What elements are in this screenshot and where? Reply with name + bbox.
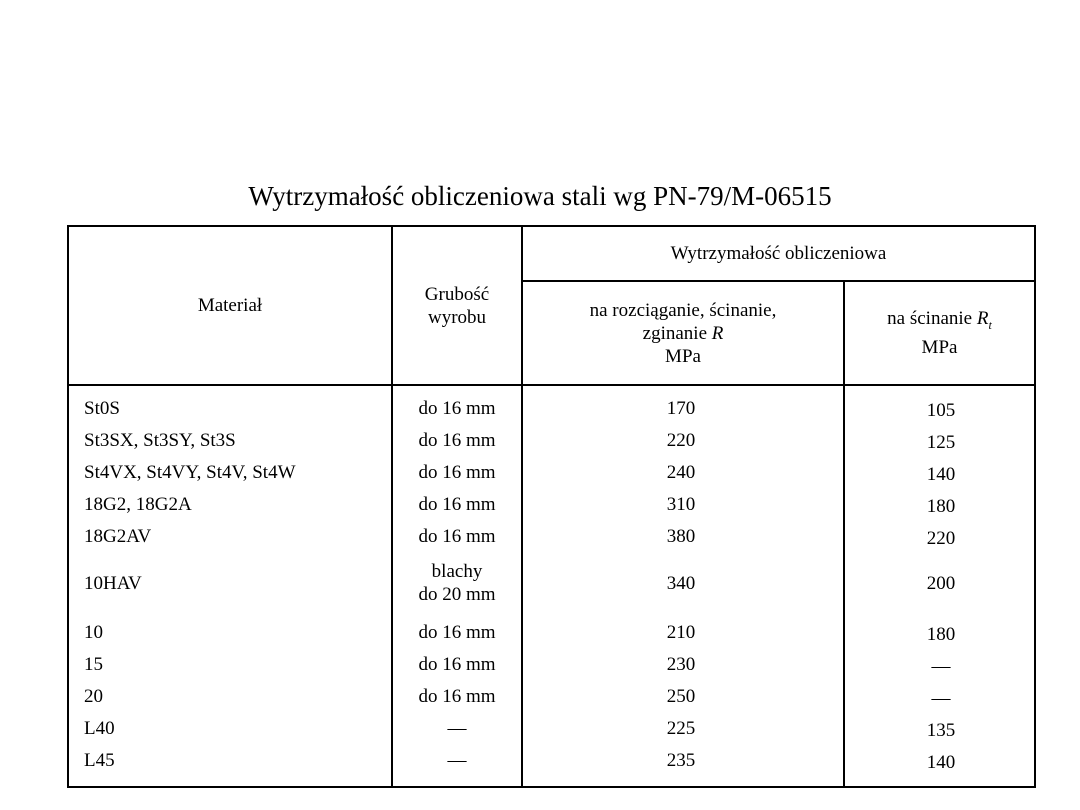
cell-strength-rt: 105 [926,400,956,421]
header-shear [845,282,1034,384]
header-thickness-line1: Grubość [424,283,490,305]
cell-thickness-line: do 16 mm [418,686,496,707]
cell-thickness [418,685,495,708]
cell-material: L40 [84,718,115,739]
cell-material: St3SX, St3SY, St3S [84,430,236,451]
cell-strength-r: 310 [666,494,696,515]
cell-thickness-line: do 20 mm [418,584,496,605]
cell-thickness [418,525,495,548]
cell-strength-rt: 135 [926,720,956,741]
header-material [69,227,391,384]
cell-thickness-line: do 16 mm [418,462,496,483]
cell-strength-rt: 180 [926,624,956,645]
cell-strength-rt: 125 [926,432,956,453]
cell-strength-r: 170 [666,398,696,419]
cell-thickness [418,397,495,420]
cell-thickness-line: — [447,718,467,739]
cell-strength-r: 230 [666,654,696,675]
header-shear-text: na ścinanie [887,307,977,329]
header-strength-group [523,227,1034,280]
cell-strength-rt: 180 [926,496,956,517]
cell-thickness-line: do 16 mm [418,654,496,675]
cell-thickness-line: do 16 mm [418,430,496,451]
header-tension-text: zginanie [642,322,712,344]
cell-thickness-line: blachy [431,561,483,582]
cell-thickness [418,621,495,644]
cell-strength-r: 250 [666,686,696,707]
header-strength-group-label: Wytrzymałość obliczeniowa [670,243,887,264]
cell-material: L45 [84,750,115,771]
cell-material: 15 [84,654,103,675]
cell-thickness-line: — [447,750,467,771]
cell-strength-rt: 220 [926,528,956,549]
cell-material: 20 [84,686,103,707]
header-shear-subscript: t [988,317,992,332]
cell-thickness [418,461,495,484]
header-shear-line1 [887,307,992,337]
cell-strength-rt: — [931,656,951,677]
header-tension-unit: MPa [665,345,701,367]
cell-material: 10HAV [84,573,142,594]
cell-thickness [448,717,467,740]
cell-thickness [418,493,495,516]
cell-thickness-line: do 16 mm [418,398,496,419]
header-bottom-divider [69,384,1034,386]
cell-material: 18G2, 18G2A [84,494,192,515]
cell-strength-r: 225 [666,718,696,739]
header-thickness [393,227,521,384]
header-thickness-line2: wyrobu [427,306,487,328]
header-tension-line1: na rozciąganie, ścinanie, [589,299,777,321]
header-tension [523,282,843,384]
cell-strength-rt: — [931,688,951,709]
cell-thickness [418,429,495,452]
cell-strength-r: 235 [666,750,696,771]
header-shear-symbol: R [976,307,989,329]
cell-thickness-line: do 16 mm [418,494,496,515]
cell-strength-r: 220 [666,430,696,451]
header-tension-line2 [643,322,724,345]
cell-thickness [448,749,467,772]
page-title: Wytrzymałość obliczeniowa stali wg PN-79/M-06515 [248,181,832,211]
cell-strength-r: 240 [666,462,696,483]
cell-thickness-line: do 16 mm [418,526,496,547]
header-material-label: Materiał [197,295,263,316]
cell-thickness-line: do 16 mm [418,622,496,643]
header-shear-unit: MPa [921,337,958,359]
cell-material: 18G2AV [84,526,152,547]
cell-strength-rt: 200 [926,573,956,594]
cell-material: St0S [84,398,120,419]
cell-thickness [418,560,495,606]
cell-strength-r: 210 [666,622,696,643]
cell-material: 10 [84,622,103,643]
cell-strength-r: 340 [666,573,696,594]
cell-strength-rt: 140 [926,752,956,773]
cell-thickness [418,653,495,676]
cell-strength-r: 380 [666,526,696,547]
header-tension-symbol: R [711,322,724,344]
cell-strength-rt: 140 [926,464,956,485]
cell-material: St4VX, St4VY, St4V, St4W [84,462,296,483]
strength-table [67,225,1036,788]
